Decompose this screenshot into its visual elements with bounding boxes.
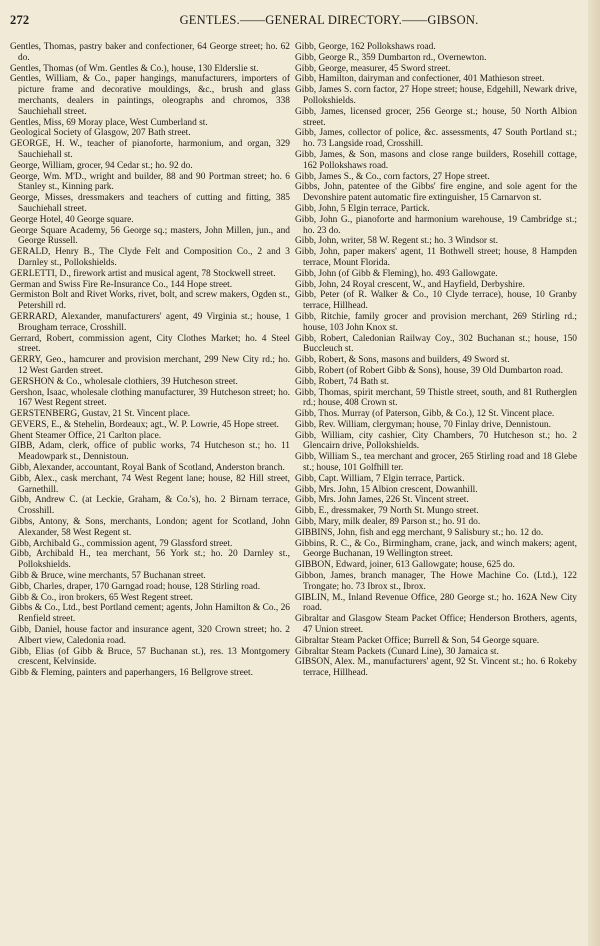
- directory-entry: GERRARD, Alexander, manufacturers' agent, 49 Virginia st.; house, 1 Brougham terrace, Crosshill.: [10, 311, 290, 333]
- directory-entry: Germiston Bolt and Rivet Works, rivet, bolt, and screw makers, Ogden st., Petershill rd.: [10, 290, 290, 312]
- directory-entry: George Hotel, 40 George square.: [10, 214, 134, 225]
- directory-entry: Gibbon, James, branch manager, The Howe Machine Co. (Ltd.), 122 Trongate; ho. 73 Ibrox st., Ibrox.: [295, 571, 577, 592]
- directory-entry: Gibb, E., dressmaker, 79 North St. Mungo street.: [295, 506, 479, 517]
- directory-entry: Gentles, Thomas (of Wm. Gentles & Co.), house, 130 Elderslie st.: [10, 63, 259, 74]
- directory-entry: Gibb, Peter (of R. Walker & Co., 10 Clyde terrace), house, 10 Granby terrace, Hillhead.: [295, 290, 577, 312]
- directory-entry: GIBB, Adam, clerk, office of public works, 74 Hutcheson st.; ho. 11 Meadowpark st., Dennistoun.: [10, 441, 290, 463]
- directory-entry: Gibraltar Steam Packets (Cunard Line), 30 Jamaica st.: [295, 646, 499, 657]
- directory-entry: Gibb, John, 5 Elgin terrace, Partick.: [295, 203, 430, 214]
- adjacent-page-edge: [588, 0, 600, 946]
- directory-entry: Gibb, William, city cashier, City Chambers, 70 Hutcheson st.; ho. 2 Glencairn drive, Pollokshields.: [295, 430, 577, 452]
- directory-entry: Gibb, James S., & Co., corn factors, 27 Hope street.: [295, 171, 490, 182]
- directory-entry: Gibb & Bruce, wine merchants, 57 Buchanan street.: [10, 571, 206, 582]
- directory-entry: Gibraltar Steam Packet Office; Burrell & Son, 54 George square.: [295, 635, 540, 646]
- directory-entry: George Square Academy, 56 George sq.; masters, John Millen, jun., and George Russell.: [10, 225, 290, 247]
- directory-entry: Gibbs & Co., Ltd., best Portland cement; agents, John Hamilton & Co., 26 Renfield street.: [10, 603, 290, 625]
- directory-entry: Gibb, Robert, Caledonian Railway Coy., 302 Buchanan st.; house, 150 Buccleuch st.: [295, 333, 577, 355]
- directory-entry: Gibb, John G., pianoforte and harmonium warehouse, 19 Cambridge st.; ho. 23 do.: [295, 214, 577, 236]
- directory-entry: GERSTENBERG, Gustav, 21 St. Vincent place.: [10, 409, 191, 420]
- directory-entry: GERRY, Geo., hamcurer and provision merchant, 299 New City rd.; ho. 12 West Garden street.: [10, 355, 290, 376]
- directory-entry: Gibb, Archibald H., tea merchant, 56 York st.; ho. 20 Darnley st., Pollokshields.: [10, 549, 290, 571]
- page-number: 272: [10, 13, 30, 27]
- directory-entry: Gentles, Thomas, pastry baker and confectioner, 64 George street; ho. 62 do.: [10, 42, 290, 63]
- directory-entry: GERLETTI, D., firework artist and musical agent, 78 Stockwell street.: [10, 268, 276, 279]
- running-title: GENTLES.——GENERAL DIRECTORY.——GIBSON.: [179, 13, 479, 27]
- directory-entry: Gibb, William S., tea merchant and grocer, 265 Stirling road and 18 Glebe st.; house, 101 Golfhill ter.: [295, 452, 577, 474]
- directory-entry: Gibb, George, 162 Pollokshaws road.: [295, 42, 436, 52]
- directory-entry: Gibb, John, paper makers' agent, 11 Bothwell street; house, 8 Hampden terrace, Mount Florida.: [295, 247, 577, 268]
- directory-entry: Gibb, Andrew C. (at Leckie, Graham, & Co.'s), ho. 2 Birnam terrace, Crosshill.: [10, 495, 290, 517]
- directory-entry: Gerrard, Robert, commission agent, City Clothes Market; ho. 4 Steel street.: [10, 333, 290, 355]
- directory-entry: Gibb, John, 24 Royal crescent, W., and Hayfield, Derbyshire.: [295, 279, 525, 290]
- directory-entry: GIBLIN, M., Inland Revenue Office, 280 George st.; ho. 162A New City road.: [295, 592, 577, 614]
- directory-entry: Gibb & Fleming, painters and paperhangers, 16 Bellgrove street.: [10, 668, 253, 679]
- directory-entry: Gibb, Robert (of Robert Gibb & Sons), house, 39 Old Dumbarton road.: [295, 365, 563, 376]
- directory-entry: Gibb, James, collector of police, &c. assessments, 47 South Portland st.; ho. 73 Langside road, Crosshill.: [295, 128, 577, 150]
- directory-entry: Gibb, James, licensed grocer, 256 George st.; house, 50 North Albion street.: [295, 106, 577, 128]
- directory-entry: Gibraltar and Glasgow Steam Packet Office; Henderson Brothers, agents, 47 Union street.: [295, 614, 577, 636]
- right-column: [295, 42, 577, 922]
- directory-entry: GIBSON, Alex. M., manufacturers' agent, 92 St. Vincent st.; ho. 6 Rokeby terrace, Hillhead.: [295, 657, 577, 679]
- directory-entry: Gibb, James, & Son, masons and close range builders, Rosehill cottage, 162 Pollokshaws road.: [295, 149, 577, 171]
- page-header: [10, 13, 578, 33]
- directory-entry: GIBBINS, John, fish and egg merchant, 9 Salisbury st.; ho. 12 do.: [295, 527, 544, 538]
- directory-entry: Gibb, John, writer, 58 W. Regent st.; ho. 3 Windsor st.: [295, 236, 498, 247]
- directory-entry: George, Wm. M'D., wright and builder, 88 and 90 Portman street; ho. 6 Stanley st., Kinning park.: [10, 171, 290, 193]
- directory-entry: Gibb & Co., iron brokers, 65 West Regent street.: [10, 592, 193, 603]
- directory-entry: Gentles, William, & Co., paper hangings, manufacturers, importers of picture frame and decorative mouldings, &c., brush and glass merchants, dealers in paintings, oleographs and chromos, 338 Sauchiehall street.: [10, 74, 290, 117]
- directory-entry: George, William, grocer, 94 Cedar st.; ho. 92 do.: [10, 160, 193, 171]
- directory-entry: Gibb, Rev. William, clergyman; house, 70 Finlay drive, Dennistoun.: [295, 419, 551, 430]
- directory-entry: Gibb, Alexander, accountant, Royal Bank of Scotland, Anderston branch.: [10, 463, 285, 474]
- directory-entry: Gibb, Mrs. John, 15 Albion crescent, Dowanhill.: [295, 484, 478, 495]
- directory-entry: Gentles, Miss, 69 Moray place, West Cumberland st.: [10, 117, 208, 128]
- directory-entry: Gibb, George, measurer, 45 Sword street.: [295, 63, 451, 74]
- directory-entry: German and Swiss Fire Re-Insurance Co., 144 Hope street.: [10, 279, 233, 290]
- directory-entry: Gibb, Robert, 74 Bath st.: [295, 376, 390, 387]
- directory-entry: Ghent Steamer Office, 21 Carlton place.: [10, 430, 162, 441]
- directory-entry: Gibbs, Antony, & Sons, merchants, London; agent for Scotland, John Alexander, 58 West Regent st.: [10, 517, 290, 538]
- directory-entry: Gibb, Hamilton, dairyman and confectioner, 401 Mathieson street.: [295, 74, 545, 85]
- directory-entry: Gibb, Archibald G., commission agent, 79 Glassford street.: [10, 538, 233, 549]
- directory-entry: Gibb, Capt. William, 7 Elgin terrace, Partick.: [295, 473, 465, 484]
- directory-entry: GIBBON, Edward, joiner, 613 Gallowgate; house, 625 do.: [295, 560, 515, 571]
- directory-entry: Gibb, Robert, & Sons, masons and builders, 49 Sword st.: [295, 355, 510, 366]
- directory-entry: GEVERS, E., & Stehelin, Bordeaux; agt., W. P. Lowrie, 45 Hope street.: [10, 419, 279, 430]
- directory-entry: Gershon, Isaac, wholesale clothing manufacturer, 39 Hutcheson street; ho. 167 West Regent street.: [10, 387, 290, 409]
- directory-entry: Gibb, Elias (of Gibb & Bruce, 57 Buchanan st.), res. 13 Montgomery crescent, Kelvinside.: [10, 646, 290, 668]
- directory-entry: Gibb, George R., 359 Dumbarton rd., Overnewton.: [295, 52, 487, 63]
- directory-entry: Gibb, Ritchie, family grocer and provision merchant, 269 Stirling rd.; house, 103 John Knox st.: [295, 311, 577, 333]
- directory-entry: Gibb, Daniel, house factor and insurance agent, 320 Crown street; ho. 2 Albert view, Caledonia road.: [10, 625, 290, 646]
- directory-entry: Gibbs, John, patentee of the Gibbs' fire engine, and sole agent for the Devonshire patent automatic fire extinguisher, 15 Carnarvon st.: [295, 182, 577, 204]
- directory-entry: George, Misses, dressmakers and teachers of cutting and fitting, 385 Sauchiehall street.: [10, 193, 290, 214]
- left-column: [10, 42, 290, 922]
- directory-entry: Gibb, Thos. Murray (of Paterson, Gibb, & Co.), 12 St. Vincent place.: [295, 409, 555, 420]
- directory-entry: GERSHON & Co., wholesale clothiers, 39 Hutcheson street.: [10, 376, 238, 387]
- directory-entry: Gibb, Mrs. John James, 226 St. Vincent street.: [295, 495, 469, 506]
- directory-entry: Geological Society of Glasgow, 207 Bath street.: [10, 128, 191, 139]
- directory-entry: Gibb, John (of Gibb & Fleming), ho. 493 Gallowgate.: [295, 268, 498, 279]
- directory-entry: Gibb, Charles, draper, 170 Garngad road; house, 128 Stirling road.: [10, 581, 261, 592]
- directory-entry: Gibb, Thomas, spirit merchant, 59 Thistle street, south, and 81 Rutherglen rd.; house, 408 Crown st.: [295, 387, 577, 409]
- directory-entry: Gibb, James S. corn factor, 27 Hope street; house, Edgehill, Newark drive, Pollokshields.: [295, 85, 577, 106]
- directory-entry: Gibbins, R. C., & Co., Birmingham, crane, jack, and winch makers; agent, George Buchanan, 19 Wellington street.: [295, 538, 577, 560]
- directory-entry: GEORGE, H. W., teacher of pianoforte, harmonium, and organ, 329 Sauchiehall st.: [10, 139, 290, 160]
- directory-entry: Gibb, Alex., cask merchant, 74 West Regent lane; house, 82 Hill street, Garnethill.: [10, 473, 290, 495]
- directory-entry: GERALD, Henry B., The Clyde Felt and Composition Co., 2 and 3 Darnley st., Pollokshields.: [10, 247, 290, 268]
- directory-entry: Gibb, Mary, milk dealer, 89 Parson st.; ho. 91 do.: [295, 517, 481, 528]
